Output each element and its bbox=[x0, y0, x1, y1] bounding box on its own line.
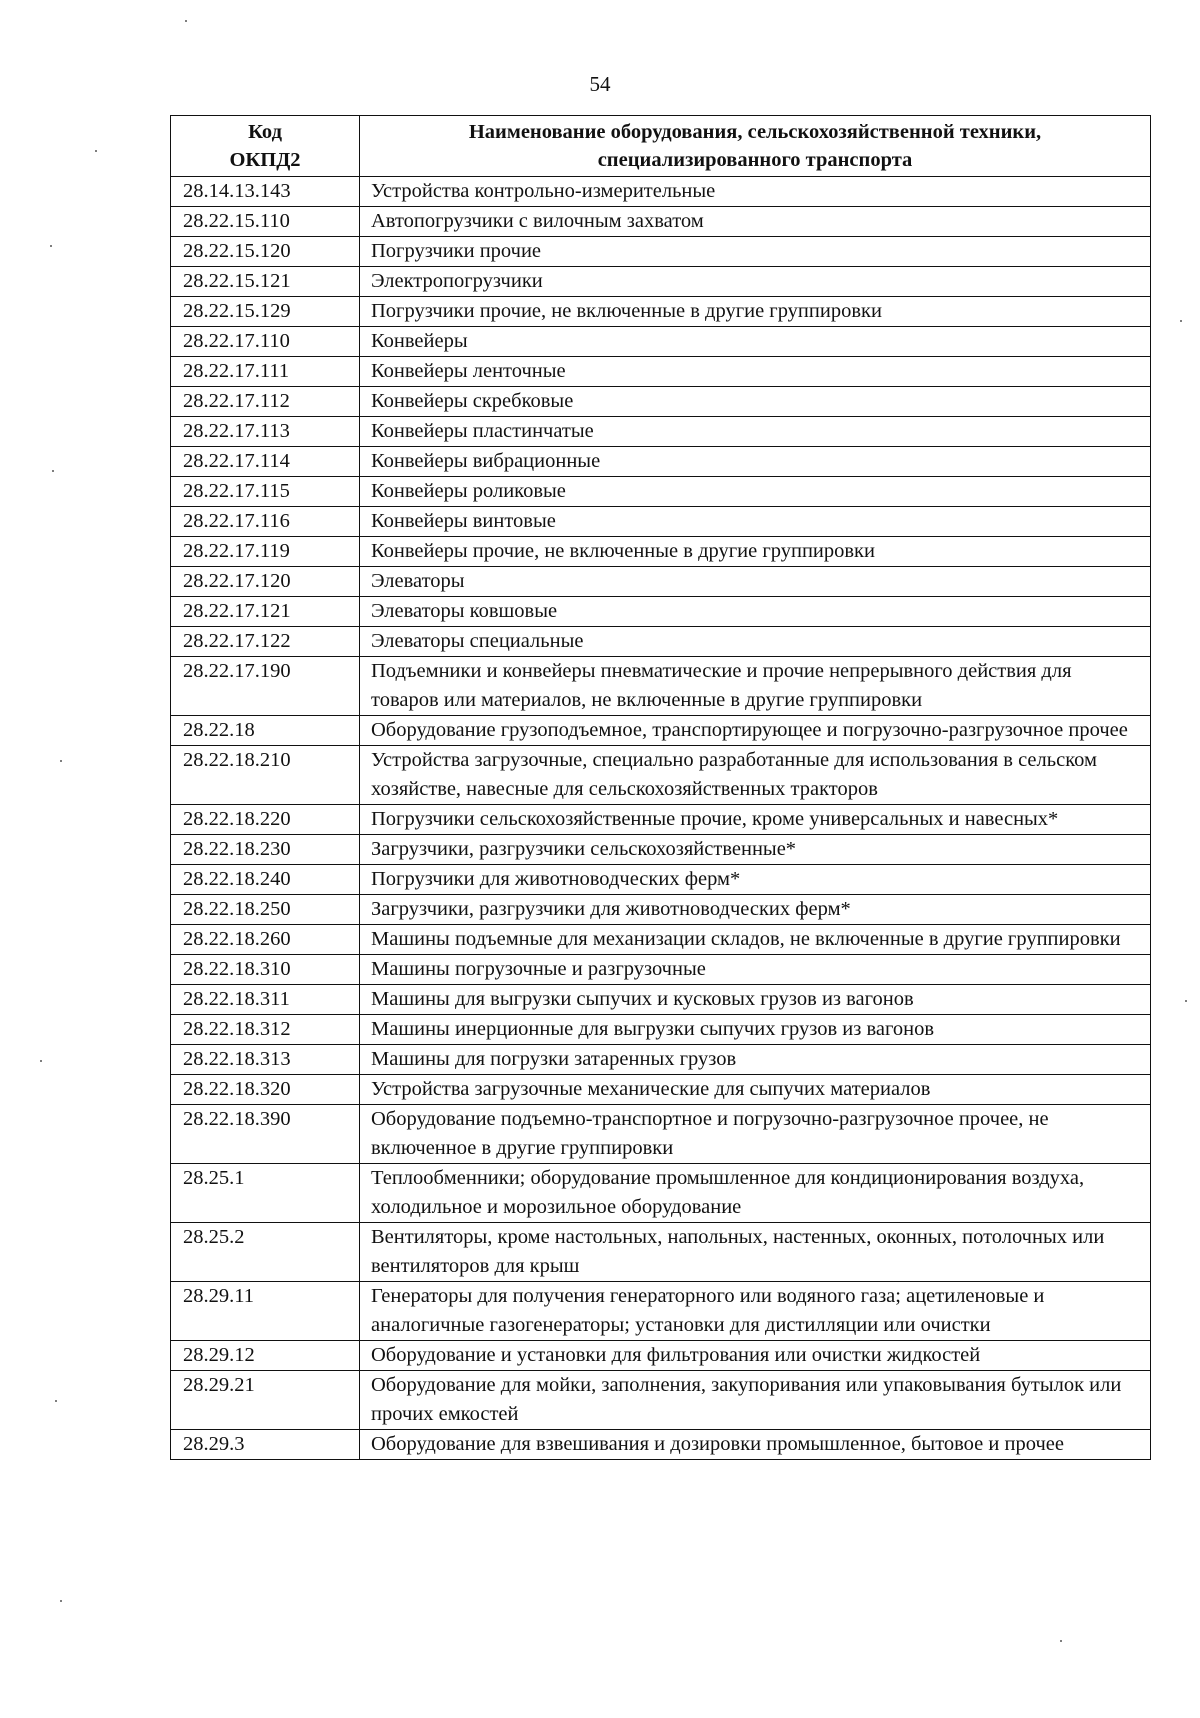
table-row bbox=[171, 865, 1151, 895]
scan-speck bbox=[1180, 320, 1182, 322]
scan-speck bbox=[1060, 1640, 1062, 1642]
okpd2-code-cell: 28.25.2 bbox=[171, 1223, 360, 1282]
equipment-name-cell: Машины для погрузки затаренных грузов bbox=[360, 1045, 1151, 1075]
table-row bbox=[171, 1371, 1151, 1430]
equipment-name-cell: Оборудование и установки для фильтрования или очистки жидкостей bbox=[360, 1341, 1151, 1371]
scan-speck bbox=[60, 760, 62, 762]
table-row bbox=[171, 537, 1151, 567]
scan-speck bbox=[60, 1600, 62, 1602]
scan-speck bbox=[40, 1060, 42, 1062]
equipment-name-cell: Автопогрузчики с вилочным захватом bbox=[360, 207, 1151, 237]
table-row bbox=[171, 805, 1151, 835]
table-row bbox=[171, 237, 1151, 267]
okpd2-code-cell: 28.29.21 bbox=[171, 1371, 360, 1430]
name-header-line2: специализированного транспорта bbox=[597, 149, 913, 171]
okpd2-code-cell: 28.22.15.121 bbox=[171, 267, 360, 297]
name-header-line1: Наименование оборудования, сельскохозяйственной техники, bbox=[468, 121, 1042, 143]
equipment-name-cell: Теплообменники; оборудование промышленное для кондиционирования воздуха, холодильное и морозильное оборудование bbox=[360, 1164, 1151, 1223]
scan-speck bbox=[52, 470, 54, 472]
equipment-name-cell: Конвейеры прочие, не включенные в другие группировки bbox=[360, 537, 1151, 567]
table-row bbox=[171, 357, 1151, 387]
table-row bbox=[171, 1341, 1151, 1371]
scan-speck bbox=[95, 150, 97, 152]
okpd2-code-cell: 28.22.17.190 bbox=[171, 657, 360, 716]
okpd2-code-cell: 28.22.15.129 bbox=[171, 297, 360, 327]
okpd2-code-cell: 28.22.15.120 bbox=[171, 237, 360, 267]
okpd2-code-cell: 28.22.18.220 bbox=[171, 805, 360, 835]
table-row bbox=[171, 1430, 1151, 1460]
table-row bbox=[171, 327, 1151, 357]
equipment-name-cell: Погрузчики прочие bbox=[360, 237, 1151, 267]
equipment-name-cell: Машины погрузочные и разгрузочные bbox=[360, 955, 1151, 985]
equipment-name-cell: Машины подъемные для механизации складов, не включенные в другие группировки bbox=[360, 925, 1151, 955]
equipment-name-cell: Погрузчики сельскохозяйственные прочие, кроме универсальных и навесных* bbox=[360, 805, 1151, 835]
okpd2-code-cell: 28.22.18.260 bbox=[171, 925, 360, 955]
equipment-name-cell: Электропогрузчики bbox=[360, 267, 1151, 297]
scan-speck bbox=[185, 20, 187, 22]
table-row bbox=[171, 1045, 1151, 1075]
table-row bbox=[171, 297, 1151, 327]
okpd2-code-cell: 28.22.17.111 bbox=[171, 357, 360, 387]
table-row bbox=[171, 955, 1151, 985]
okpd2-code-cell: 28.22.17.110 bbox=[171, 327, 360, 357]
equipment-name-cell: Элеваторы bbox=[360, 567, 1151, 597]
okpd2-code-cell: 28.22.17.122 bbox=[171, 627, 360, 657]
table-row bbox=[171, 627, 1151, 657]
okpd2-code-cell: 28.22.15.110 bbox=[171, 207, 360, 237]
okpd2-code-cell: 28.22.17.115 bbox=[171, 477, 360, 507]
equipment-name-cell: Конвейеры роликовые bbox=[360, 477, 1151, 507]
table-row bbox=[171, 1015, 1151, 1045]
okpd2-code-cell: 28.22.17.113 bbox=[171, 417, 360, 447]
okpd2-code-cell: 28.22.17.116 bbox=[171, 507, 360, 537]
okpd2-code-cell: 28.22.17.119 bbox=[171, 537, 360, 567]
table-row bbox=[171, 716, 1151, 746]
code-header-line1: Код bbox=[248, 121, 282, 143]
table-row bbox=[171, 1075, 1151, 1105]
table-row bbox=[171, 267, 1151, 297]
okpd2-code-cell: 28.22.18 bbox=[171, 716, 360, 746]
equipment-name-cell: Вентиляторы, кроме настольных, напольных, настенных, оконных, потолочных или вентиляторов для крыш bbox=[360, 1223, 1151, 1282]
equipment-name-cell: Конвейеры винтовые bbox=[360, 507, 1151, 537]
equipment-name-cell: Машины инерционные для выгрузки сыпучих грузов из вагонов bbox=[360, 1015, 1151, 1045]
table-row bbox=[171, 597, 1151, 627]
table-row bbox=[171, 177, 1151, 207]
table-header-row bbox=[171, 116, 1151, 177]
okpd2-code-cell: 28.22.17.121 bbox=[171, 597, 360, 627]
table-row bbox=[171, 1164, 1151, 1223]
table-row bbox=[171, 207, 1151, 237]
code-column-header bbox=[171, 116, 360, 177]
equipment-name-cell: Оборудование для мойки, заполнения, закупоривания или упаковывания бутылок или прочих емкостей bbox=[360, 1371, 1151, 1430]
equipment-name-cell: Конвейеры вибрационные bbox=[360, 447, 1151, 477]
equipment-name-cell: Конвейеры пластинчатые bbox=[360, 417, 1151, 447]
equipment-name-cell: Погрузчики для животноводческих ферм* bbox=[360, 865, 1151, 895]
equipment-name-cell: Оборудование для взвешивания и дозировки промышленное, бытовое и прочее bbox=[360, 1430, 1151, 1460]
okpd2-code-cell: 28.29.12 bbox=[171, 1341, 360, 1371]
okpd2-code-cell: 28.22.17.112 bbox=[171, 387, 360, 417]
equipment-name-cell: Устройства контрольно-измерительные bbox=[360, 177, 1151, 207]
equipment-name-cell: Машины для выгрузки сыпучих и кусковых грузов из вагонов bbox=[360, 985, 1151, 1015]
okpd2-code-cell: 28.22.18.210 bbox=[171, 746, 360, 805]
okpd2-code-cell: 28.22.18.312 bbox=[171, 1015, 360, 1045]
okpd2-code-cell: 28.22.18.390 bbox=[171, 1105, 360, 1164]
okpd2-code-cell: 28.25.1 bbox=[171, 1164, 360, 1223]
table-row bbox=[171, 417, 1151, 447]
equipment-name-cell: Загрузчики, разгрузчики сельскохозяйственные* bbox=[360, 835, 1151, 865]
table-row bbox=[171, 507, 1151, 537]
equipment-name-cell: Элеваторы ковшовые bbox=[360, 597, 1151, 627]
table-row bbox=[171, 925, 1151, 955]
okpd2-code-cell: 28.29.3 bbox=[171, 1430, 360, 1460]
okpd2-code-cell: 28.14.13.143 bbox=[171, 177, 360, 207]
table-row bbox=[171, 1223, 1151, 1282]
table-row bbox=[171, 477, 1151, 507]
okpd2-code-cell: 28.22.18.320 bbox=[171, 1075, 360, 1105]
scan-speck bbox=[1185, 1000, 1187, 1002]
table-row bbox=[171, 447, 1151, 477]
page-number: 54 bbox=[589, 72, 611, 96]
scan-speck bbox=[50, 245, 52, 247]
okpd2-code-cell: 28.22.18.250 bbox=[171, 895, 360, 925]
table-row bbox=[171, 985, 1151, 1015]
code-header-line2: ОКПД2 bbox=[229, 149, 301, 171]
okpd2-code-cell: 28.22.17.114 bbox=[171, 447, 360, 477]
table-row bbox=[171, 895, 1151, 925]
okpd2-code-cell: 28.22.18.310 bbox=[171, 955, 360, 985]
scan-speck bbox=[55, 1400, 57, 1402]
name-column-header bbox=[360, 116, 1151, 177]
okpd2-code-cell: 28.22.17.120 bbox=[171, 567, 360, 597]
equipment-name-cell: Конвейеры скребковые bbox=[360, 387, 1151, 417]
equipment-name-cell: Погрузчики прочие, не включенные в другие группировки bbox=[360, 297, 1151, 327]
equipment-table bbox=[170, 115, 1151, 1460]
okpd2-code-cell: 28.22.18.240 bbox=[171, 865, 360, 895]
table-row bbox=[171, 746, 1151, 805]
equipment-name-cell: Элеваторы специальные bbox=[360, 627, 1151, 657]
equipment-name-cell: Загрузчики, разгрузчики для животноводческих ферм* bbox=[360, 895, 1151, 925]
table-row bbox=[171, 835, 1151, 865]
equipment-name-cell: Конвейеры bbox=[360, 327, 1151, 357]
okpd2-code-cell: 28.22.18.311 bbox=[171, 985, 360, 1015]
equipment-name-cell: Конвейеры ленточные bbox=[360, 357, 1151, 387]
okpd2-code-cell: 28.22.18.230 bbox=[171, 835, 360, 865]
equipment-name-cell: Генераторы для получения генераторного или водяного газа; ацетиленовые и аналогичные газогенераторы; установки для дистилляции или очистки bbox=[360, 1282, 1151, 1341]
equipment-name-cell: Устройства загрузочные механические для сыпучих материалов bbox=[360, 1075, 1151, 1105]
okpd2-code-cell: 28.29.11 bbox=[171, 1282, 360, 1341]
table-row bbox=[171, 1105, 1151, 1164]
equipment-name-cell: Устройства загрузочные, специально разработанные для использования в сельском хозяйстве, навесные для сельскохозяйственных тракторов bbox=[360, 746, 1151, 805]
equipment-name-cell: Оборудование подъемно-транспортное и погрузочно-разгрузочное прочее, не включенное в другие группировки bbox=[360, 1105, 1151, 1164]
equipment-name-cell: Подъемники и конвейеры пневматические и прочие непрерывного действия для товаров или материалов, не включенные в другие группировки bbox=[360, 657, 1151, 716]
table-row bbox=[171, 1282, 1151, 1341]
equipment-name-cell: Оборудование грузоподъемное, транспортирующее и погрузочно-разгрузочное прочее bbox=[360, 716, 1151, 746]
table-body bbox=[171, 177, 1151, 1460]
okpd2-code-cell: 28.22.18.313 bbox=[171, 1045, 360, 1075]
table-row bbox=[171, 657, 1151, 716]
table-row bbox=[171, 567, 1151, 597]
table-row bbox=[171, 387, 1151, 417]
